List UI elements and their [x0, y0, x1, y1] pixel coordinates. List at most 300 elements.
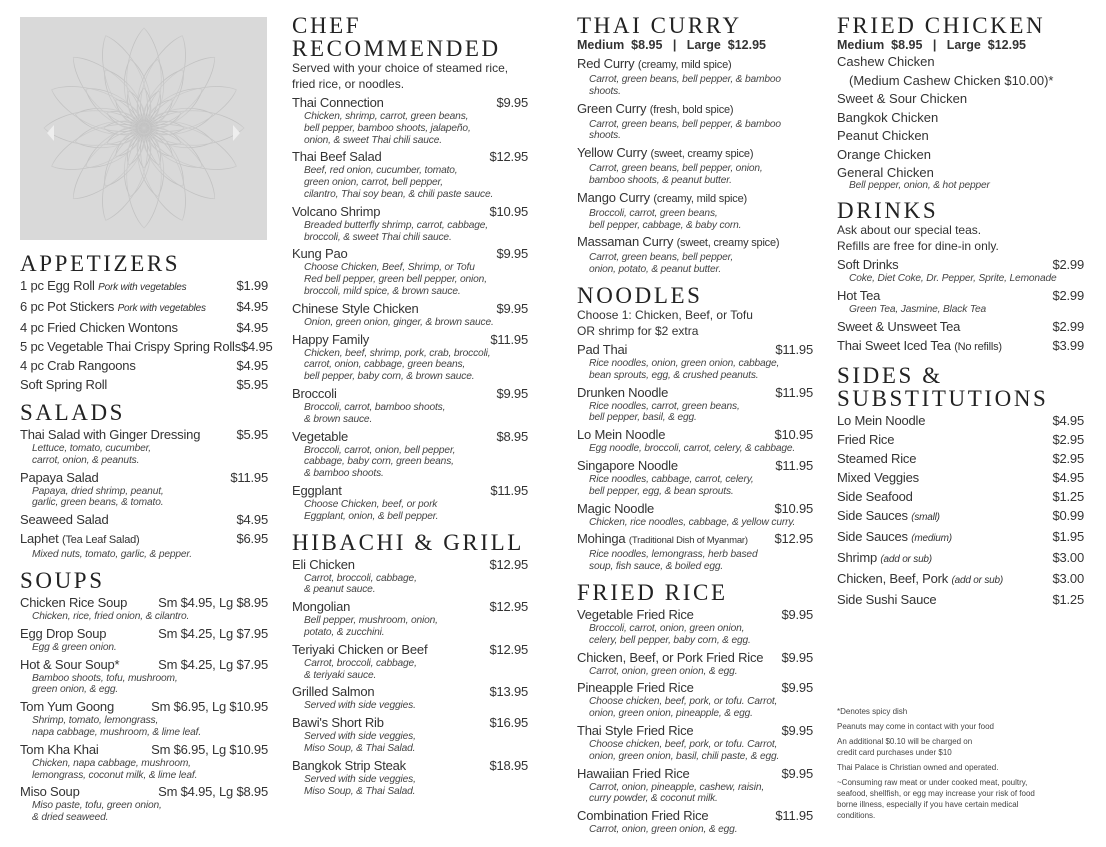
item-price: Sm $6.95, Lg $10.95 — [151, 741, 268, 757]
item-description: Chicken, shrimp, carrot, green beans, bell pepper, bamboo shoots, jalapeño, onion, & sweet Thai chili sauce. — [304, 111, 471, 146]
item-name-group — [292, 148, 382, 165]
item-price: $9.95 — [781, 722, 813, 738]
section-title-appetizers: APPETIZERS — [20, 251, 181, 276]
item-row — [292, 683, 528, 700]
item-description: Mixed nuts, tomato, garlic, & pepper. — [32, 549, 192, 561]
item-name-group — [837, 337, 1002, 356]
item-name-group — [20, 426, 200, 443]
item-description: Carrot, broccoli, cabbage, & teriyaki sauce. — [304, 657, 417, 681]
section-subtitle: Ask about our special teas. Refills are free for dine-in only. — [837, 223, 999, 254]
item-price: $10.95 — [774, 427, 813, 443]
item-price: $9.95 — [496, 95, 528, 110]
item-row — [292, 245, 528, 262]
item-name-group — [577, 500, 654, 517]
menu-item-red-curry — [577, 55, 813, 98]
menu-item-chicken-rice-soup — [20, 594, 268, 623]
item-name-group — [837, 450, 916, 467]
item-name: Soft Drinks — [837, 257, 899, 273]
item-description: Coke, Diet Coke, Dr. Pepper, Sprite, Lemonade — [849, 273, 1057, 285]
item-note: (add or sub) — [880, 553, 932, 565]
item-name: Thai Connection — [292, 95, 384, 110]
item-name: Mongolian — [292, 599, 351, 615]
item-name-group — [837, 528, 952, 547]
item-row — [577, 189, 813, 208]
menu-item-vegetable-fried-rice — [577, 606, 813, 647]
item-price: $5.95 — [236, 427, 268, 442]
item-price: $5.95 — [236, 377, 268, 392]
section-title-chef-recommended: CHEF RECOMMENDED — [292, 13, 501, 61]
item-row — [837, 507, 1084, 526]
item-name-group — [292, 598, 350, 615]
item-row — [20, 741, 268, 758]
item-name-group — [292, 331, 369, 348]
item-price: $4.95 — [236, 358, 268, 373]
item-name-group — [20, 594, 127, 611]
item-row — [20, 338, 273, 355]
item-row — [577, 530, 813, 549]
item-name-group — [577, 722, 693, 739]
item-note: Pork with vegetables — [117, 303, 206, 314]
item-price: $2.95 — [1052, 450, 1084, 466]
item-price: Sm $4.25, Lg $7.95 — [158, 625, 268, 641]
item-row — [292, 203, 528, 220]
item-name-group — [292, 641, 427, 658]
item-name-group — [577, 649, 763, 666]
item-price: $10.95 — [489, 203, 528, 219]
menu-item-fried-rice — [837, 431, 1084, 448]
item-description: Carrot, onion, green onion, & egg. — [589, 824, 738, 836]
menu-item-broccoli — [292, 385, 528, 426]
item-name: Vegetable Fried Rice — [577, 606, 694, 622]
item-description: Beef, red onion, cucumber, tomato, green onion, carrot, bell pepper, cilantro, Thai soy bean, & chili paste sauce. — [304, 165, 494, 200]
item-row — [20, 530, 268, 549]
item-price: $4.95 — [1052, 469, 1084, 485]
menu-item-lo-mein-noodle — [837, 412, 1084, 429]
item-name-group — [292, 300, 419, 317]
menu-item-soft-spring-roll — [20, 376, 268, 393]
item-price: $9.95 — [781, 765, 813, 781]
menu-item-miso-soup — [20, 783, 268, 824]
item-description: Carrot, green beans, bell pepper, & bamboo shoots. — [589, 74, 781, 97]
item-note: (add or sub) — [951, 574, 1004, 586]
item-description: Rice noodles, carrot, green beans, bell pepper, basil, & egg. — [589, 400, 740, 424]
section-title-noodles: NOODLES — [577, 282, 703, 308]
menu-item-chicken-beef-or-pork-fried-rice — [577, 649, 813, 678]
item-price: $16.95 — [489, 715, 528, 731]
menu-item-orange-chicken: Orange Chicken — [837, 146, 931, 162]
item-price: $2.99 — [1052, 288, 1084, 304]
menu-item-peanut-chicken: Peanut Chicken — [837, 128, 929, 143]
menu-item-chicken-beef-pork — [837, 570, 1084, 589]
item-row — [837, 431, 1084, 448]
menu-item-sweet-sour-chicken: Sweet & Sour Chicken — [837, 91, 968, 106]
item-description: Lettuce, tomato, cucumber, carrot, onion, & peanuts. — [32, 443, 151, 466]
item-name: Happy Family — [292, 331, 370, 347]
item-name-group — [577, 457, 678, 474]
item-description: Broccoli, carrot, onion, green onion, celery, bell pepper, baby corn, & egg. — [589, 622, 751, 646]
item-name-group — [837, 287, 880, 304]
menu-item-mohinga — [577, 530, 813, 573]
item-row — [837, 337, 1084, 356]
menu-item-6-pc-pot-stickers — [20, 298, 268, 317]
item-name: Side Sauces — [837, 507, 908, 523]
item-description: Chicken, rice noodles, cabbage, & yellow curry. — [589, 516, 796, 528]
item-row — [837, 488, 1084, 505]
item-name-group — [292, 757, 406, 774]
item-name-group — [837, 549, 932, 568]
item-row — [577, 606, 813, 623]
menu-item-chinese-style-chicken — [292, 300, 528, 329]
item-note: Pork with vegetables — [98, 282, 187, 293]
item-price: $12.95 — [489, 556, 528, 572]
item-name: 1 pc Egg Roll — [20, 278, 95, 293]
item-row — [20, 277, 268, 296]
menu-item-pad-thai — [577, 341, 813, 382]
menu-item-teriyaki-chicken-or-beef — [292, 641, 528, 682]
menu-item-mango-curry — [577, 189, 813, 232]
section-title-sides-substitutions: SIDES & SUBSTITUTIONS — [837, 362, 1049, 411]
item-name-group — [20, 511, 108, 528]
menu-item-egg-drop-soup — [20, 625, 268, 654]
menu-item-magic-noodle — [577, 500, 813, 529]
menu-item-thai-style-fried-rice — [577, 722, 813, 763]
menu-item-bangkok-strip-steak — [292, 757, 528, 798]
item-name-group — [577, 426, 665, 443]
item-price: $2.99 — [1052, 257, 1084, 273]
item-name: Eli Chicken — [292, 556, 355, 572]
item-name: Steamed Rice — [837, 450, 917, 466]
footnote: ~Consuming raw meat or under cooked meat, poultry, seafood, shellfish, or egg may increase your risk of food borne illness, especially if you have certain medical conditions. — [837, 778, 1035, 820]
item-price: $9.95 — [781, 649, 813, 665]
item-name: Egg Drop Soup — [20, 625, 107, 641]
item-row — [577, 233, 813, 252]
item-name: Yellow Curry — [577, 145, 648, 161]
item-name: Fried Rice — [837, 431, 895, 447]
item-description: Onion, green onion, ginger, & brown sauce. — [304, 316, 494, 328]
footnote: *Denotes spicy dish — [837, 707, 908, 716]
item-description: Carrot, broccoli, cabbage, & peanut sauce. — [304, 572, 417, 596]
item-name: Bangkok Strip Steak — [292, 757, 406, 773]
item-row — [837, 450, 1084, 467]
item-name-group — [20, 625, 106, 642]
item-name: Singapore Noodle — [577, 457, 678, 473]
item-name-group — [20, 376, 107, 393]
menu-item-kung-pao — [292, 245, 528, 297]
item-name: Thai Sweet Iced Tea — [837, 337, 951, 353]
item-description: Breaded butterfly shrimp, carrot, cabbage, broccoli, & sweet Thai chili sauce. — [304, 219, 488, 243]
item-description: Broccoli, carrot, onion, bell pepper, cabbage, baby corn, green beans, & bamboo shoots. — [304, 444, 456, 480]
item-price: $9.95 — [781, 606, 813, 622]
item-name: Chicken Rice Soup — [20, 594, 128, 610]
item-price: $11.95 — [230, 469, 268, 485]
item-description: Served with side veggies, Miso Soup, & Thai Salad. — [304, 773, 416, 797]
item-description: Bamboo shoots, tofu, mushroom, green onion, & egg. — [32, 672, 178, 696]
item-row — [577, 649, 813, 666]
item-price: $4.95 — [1052, 412, 1084, 428]
item-qualifier: (sweet, creamy spice) — [676, 237, 780, 250]
item-name: Red Curry — [577, 56, 635, 71]
section-title-soups: SOUPS — [20, 567, 105, 593]
item-row — [292, 641, 528, 658]
item-name: Tom Yum Goong — [20, 699, 114, 715]
item-name: 5 pc Vegetable Thai Crispy Spring Rolls — [20, 339, 242, 354]
item-row — [577, 722, 813, 739]
menu-item-drunken-noodle — [577, 384, 813, 425]
item-description: Egg noodle, broccoli, carrot, celery, & cabbage. — [589, 443, 796, 455]
item-row — [20, 376, 268, 393]
item-name-group — [577, 144, 753, 163]
item-row — [577, 341, 813, 358]
item-name: Chinese Style Chicken — [292, 300, 419, 316]
item-price: $9.95 — [496, 246, 528, 262]
item-row — [20, 625, 268, 642]
item-name: Chicken, Beef, Pork — [837, 570, 949, 586]
item-description: Green Tea, Jasmine, Black Tea — [849, 304, 987, 316]
menu-item-mongolian — [292, 598, 528, 639]
item-row — [837, 318, 1084, 335]
item-name-group — [20, 319, 178, 336]
item-qualifier: (Traditional Dish of Myanmar) — [628, 535, 748, 547]
menu-item-side-seafood — [837, 488, 1084, 505]
menu-item-volcano-shrimp — [292, 203, 528, 244]
item-description: Choose chicken, beef, pork, or tofu. Carrot, onion, green onion, pineapple, & egg. — [589, 696, 778, 720]
item-row — [292, 94, 528, 111]
item-name-group — [837, 412, 925, 429]
item-price: $9.95 — [496, 300, 528, 316]
menu-item-thai-salad-with-ginger-dressing — [20, 426, 268, 467]
item-name: Thai Style Fried Rice — [577, 722, 694, 738]
menu-item-laphet — [20, 530, 268, 561]
item-description: Chicken, rice, fried onion, & cilantro. — [32, 610, 190, 622]
item-name: Vegetable — [292, 428, 349, 444]
section-title-fried-rice: FRIED RICE — [577, 579, 728, 605]
mandala-flower-image — [20, 17, 267, 240]
item-price: $1.95 — [1052, 528, 1084, 544]
item-name-group — [20, 698, 114, 715]
item-row — [20, 426, 268, 443]
item-name: 6 pc Pot Stickers — [20, 299, 115, 314]
item-description: Chicken, beef, shrimp, pork, crab, broccoli, carrot, onion, cabbage, green beans, bell pepper, baby corn, & brown sauce. — [304, 347, 491, 383]
item-name-group — [20, 530, 140, 549]
item-price: $2.99 — [1052, 318, 1084, 334]
item-name: Eggplant — [292, 482, 342, 498]
item-row — [292, 757, 528, 774]
menu-item-medium-cashew-chicken-10-00: (Medium Cashew Chicken $10.00)* — [849, 72, 1054, 88]
item-price: $13.95 — [489, 684, 528, 700]
item-price: $11.95 — [775, 384, 813, 400]
menu-item-eli-chicken — [292, 556, 528, 597]
item-name: Broccoli — [292, 385, 337, 401]
item-qualifier: (creamy, mild spice) — [653, 192, 747, 205]
item-row — [577, 55, 813, 74]
item-price: $10.95 — [774, 500, 813, 516]
item-name: Soft Spring Roll — [20, 377, 108, 392]
item-row — [20, 511, 268, 528]
item-price: $0.99 — [1052, 507, 1084, 523]
item-row — [292, 482, 528, 499]
item-row — [20, 783, 268, 800]
section-title-fried-chicken: FRIED CHICKEN — [837, 13, 1046, 38]
menu-item-shrimp — [837, 549, 1084, 568]
item-row — [20, 594, 268, 611]
menu-item-4-pc-fried-chicken-wontons — [20, 319, 268, 336]
item-description: Rice noodles, cabbage, carrot, celery, bell pepper, egg, & bean sprouts. — [589, 473, 754, 497]
menu-item-thai-beef-salad — [292, 148, 528, 200]
item-price: $1.25 — [1052, 488, 1084, 504]
item-description: Bell pepper, onion, & hot pepper — [849, 179, 990, 191]
menu-item-tom-yum-goong — [20, 698, 268, 739]
item-row — [577, 426, 813, 443]
item-name: Massaman Curry — [577, 234, 674, 250]
item-description: Broccoli, carrot, bamboo shoots, & brown sauce. — [304, 401, 446, 425]
item-name: Seaweed Salad — [20, 512, 109, 528]
item-name-group — [837, 507, 940, 526]
item-name-group — [577, 679, 694, 696]
item-name-group — [837, 431, 894, 448]
footnotes — [837, 706, 1097, 825]
item-description: Shrimp, tomato, lemongrass, napa cabbage, mushroom, & lime leaf. — [32, 715, 202, 738]
item-name-group — [292, 683, 374, 700]
item-description: Carrot, green beans, bell pepper, onion, bamboo shoots, & peanut butter. — [589, 163, 763, 186]
item-row — [577, 457, 813, 474]
footnote: An additional $0.10 will be charged on credit card purchases under $10 — [837, 737, 973, 757]
menu-column-1 — [20, 17, 273, 824]
item-name-group — [292, 203, 380, 220]
item-description: Papaya, dried shrimp, peanut, garlic, green beans, & tomato. — [32, 485, 164, 509]
menu-item-side-sauces — [837, 507, 1084, 526]
size-prices: Medium $8.95 | Large $12.95 — [577, 38, 767, 52]
menu-item-grilled-salmon — [292, 683, 528, 712]
menu-item-lo-mein-noodle — [577, 426, 813, 455]
item-row — [577, 807, 813, 824]
item-row — [20, 298, 268, 317]
item-row — [577, 384, 813, 401]
item-qualifier: (No refills) — [954, 340, 1002, 353]
item-row — [292, 148, 528, 165]
item-note: (small) — [911, 511, 940, 523]
item-description: Chicken, napa cabbage, mushroom, lemongrass, coconut milk, & lime leaf. — [32, 757, 198, 781]
item-row — [20, 698, 268, 715]
item-row — [577, 765, 813, 782]
item-price: Sm $6.95, Lg $10.95 — [151, 699, 268, 715]
item-price: $6.95 — [236, 531, 268, 547]
item-description: Carrot, green beans, bell pepper, onion, potato, & peanut butter. — [589, 252, 733, 276]
item-row — [837, 469, 1084, 486]
item-name: Mohinga — [577, 531, 626, 547]
item-name: 4 pc Crab Rangoons — [20, 358, 136, 373]
section-title-hibachi-grill: HIBACHI & GRILL — [292, 529, 524, 555]
item-name-group — [837, 318, 960, 335]
menu-item-thai-connection — [292, 94, 528, 146]
item-description: Carrot, green beans, bell pepper, & bamboo shoots. — [589, 118, 781, 142]
item-description: Rice noodles, lemongrass, herb based soup, fish sauce, & boiled egg. — [589, 549, 758, 573]
menu-item-yellow-curry — [577, 144, 813, 187]
menu-item-happy-family — [292, 331, 528, 383]
item-name: Miso Soup — [20, 784, 80, 800]
item-name: Lo Mein Noodle — [837, 412, 926, 428]
menu-column-2 — [292, 14, 528, 797]
item-name-group — [837, 469, 919, 486]
item-name: Green Curry — [577, 100, 647, 116]
item-row — [292, 385, 528, 402]
item-row — [20, 319, 268, 336]
item-row — [837, 287, 1084, 304]
item-price: Sm $4.95, Lg $8.95 — [158, 784, 268, 800]
item-name: Volcano Shrimp — [292, 203, 381, 219]
item-name-group — [20, 783, 80, 800]
item-price: $4.95 — [241, 339, 273, 354]
item-row — [292, 300, 528, 317]
menu-item-hot-tea — [837, 287, 1084, 316]
item-price: $18.95 — [489, 757, 528, 773]
item-row — [837, 412, 1084, 429]
footnote: Thai Palace is Christian owned and operated. — [837, 763, 999, 772]
item-name-group — [837, 256, 898, 273]
item-row — [837, 549, 1084, 568]
item-price: $3.99 — [1052, 337, 1084, 353]
item-name-group — [577, 765, 690, 782]
item-row — [577, 679, 813, 696]
item-name: Kung Pao — [292, 246, 348, 262]
item-row — [837, 570, 1084, 589]
item-row — [292, 598, 528, 615]
menu-item-hawaiian-fried-rice — [577, 765, 813, 806]
item-price: $9.95 — [496, 385, 528, 401]
item-name: Bawi's Short Rib — [292, 715, 384, 731]
item-row — [20, 357, 268, 374]
menu-item-eggplant — [292, 482, 528, 523]
item-note: (medium) — [911, 532, 952, 544]
item-name-group — [292, 385, 337, 402]
item-name-group — [577, 233, 779, 252]
item-row — [20, 469, 268, 486]
item-description: Broccoli, carrot, green beans, bell pepper, cabbage, & baby corn. — [589, 207, 742, 231]
item-description: Bell pepper, mushroom, onion, potato, & zucchini. — [304, 615, 438, 638]
item-name-group — [20, 357, 136, 374]
item-name-group — [20, 298, 206, 317]
item-name: Lo Mein Noodle — [577, 427, 666, 443]
item-row — [292, 714, 528, 731]
section-title-salads: SALADS — [20, 400, 126, 425]
menu-item-thai-sweet-iced-tea — [837, 337, 1084, 356]
item-name: Thai Salad with Ginger Dressing — [20, 427, 201, 442]
menu-column-3 — [577, 14, 813, 836]
item-name: Papaya Salad — [20, 469, 99, 485]
item-name: Pineapple Fried Rice — [577, 680, 694, 696]
menu-item-mixed-veggies — [837, 469, 1084, 486]
item-name-group — [292, 94, 384, 111]
item-name-group — [577, 341, 627, 358]
item-name: 4 pc Fried Chicken Wontons — [20, 320, 178, 335]
item-description: Served with side veggies. — [304, 700, 416, 712]
menu-item-cashew-chicken: Cashew Chicken — [837, 54, 935, 69]
item-name-group — [577, 384, 668, 401]
section-subtitle: Choose 1: Chicken, Beef, or Tofu OR shrimp for $2 extra — [577, 307, 753, 338]
item-name-group — [20, 656, 119, 673]
item-name-group — [577, 189, 747, 208]
menu-item-pineapple-fried-rice — [577, 679, 813, 720]
item-price: Sm $4.95, Lg $8.95 — [158, 594, 268, 610]
menu-item-seaweed-salad — [20, 511, 268, 528]
menu-item-steamed-rice — [837, 450, 1084, 467]
item-name: Combination Fried Rice — [577, 808, 709, 824]
item-qualifier: (fresh, bold spice) — [649, 103, 734, 116]
item-row — [577, 100, 813, 119]
item-name-group — [577, 606, 694, 623]
item-name-group — [837, 488, 913, 505]
item-row — [837, 591, 1084, 608]
item-price: $11.95 — [490, 482, 528, 498]
